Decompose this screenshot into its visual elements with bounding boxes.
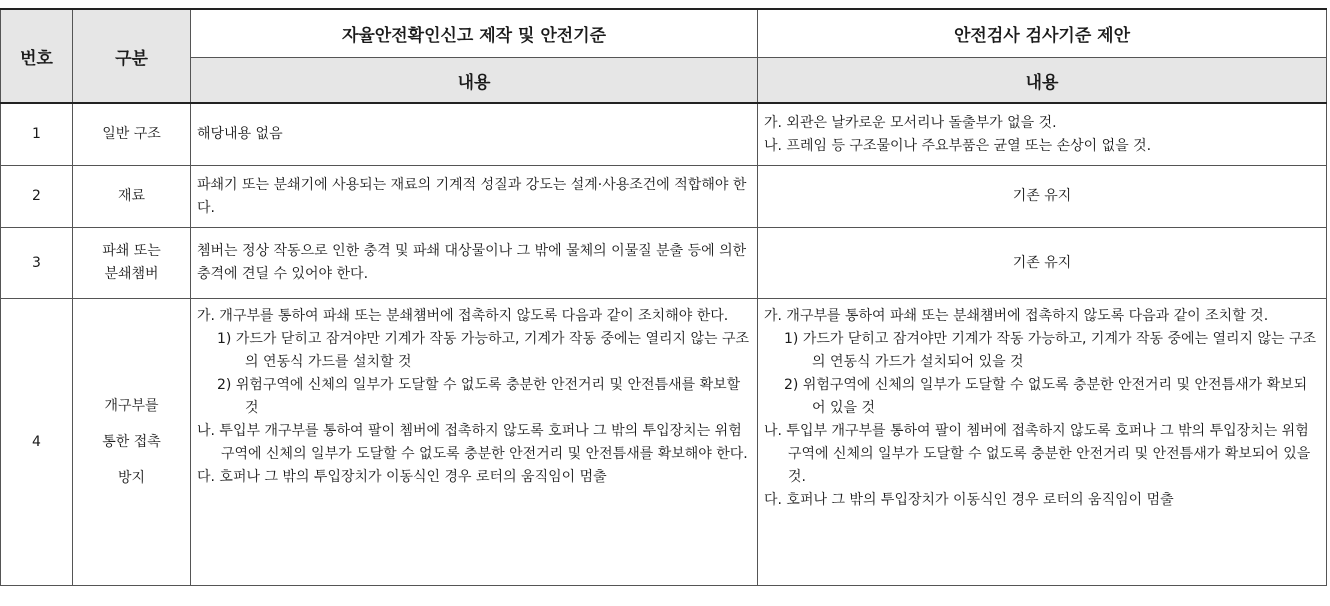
subheader-content-a: 내용 <box>191 58 758 104</box>
content-item: 파쇄기 또는 분쇄기에 사용되는 재료의 기계적 성질과 강도는 설계·사용조건에 적합해야 한다. <box>197 176 747 216</box>
category-line: 분쇄챔버 <box>104 266 159 282</box>
content-subitem: 1) 가드가 닫히고 잠겨야만 기계가 작동 가능하고, 기계가 작동 중에는 열리지 않는 구조의 연동식 가드가 설치되어 있을 것 <box>784 331 1317 370</box>
row-number: 2 <box>1 166 73 228</box>
row-category <box>73 166 191 228</box>
header-inspection-standard: 안전검사 검사기준 제안 <box>758 9 1327 58</box>
content-subitem: 2) 위험구역에 신체의 일부가 도달할 수 없도록 충분한 안전거리 및 안전틈새가 확보되어 있을 것 <box>784 377 1308 416</box>
header-self-safety-standard: 자율안전확인신고 제작 및 안전기준 <box>191 9 758 58</box>
table-row <box>1 299 1327 586</box>
content-item: 쳄버는 정상 작동으로 인한 충격 및 파쇄 대상물이나 그 밖에 물체의 이물질 분출 등에 의한 충격에 견딜 수 있어야 한다. <box>197 243 747 282</box>
table-row <box>1 166 1327 228</box>
row-category <box>73 299 191 586</box>
content-subitem: 1) 가드가 닫히고 잠겨야만 기계가 작동 가능하고, 기계가 작동 중에는 열리지 않는 구조의 연동식 가드를 설치할 것 <box>217 331 750 370</box>
content-item: 가. 개구부를 통하여 파쇄 또는 분쇄첌버에 접촉하지 않도록 다음과 같이 조치해야 한다. <box>197 308 729 324</box>
content-item: 나. 투입부 개구부를 통하여 팔이 쳄버에 접촉하지 않도록 호퍼나 그 밖의 투입장치는 위험구역에 신체의 일부가 도달할 수 없도록 충분한 안전거리 및 안전틈새를 확보해야 한다. <box>197 423 748 462</box>
row-content-b <box>758 228 1327 299</box>
table-body <box>1 103 1327 586</box>
content-subitem: 2) 위험구역에 신체의 일부가 도달할 수 없도록 충분한 안전거리 및 안전틈새를 확보할 것 <box>217 377 741 416</box>
header-number: 번호 <box>1 9 73 103</box>
content-item: 가. 외관은 날카로운 모서리나 돌출부가 없을 것. <box>764 114 1057 131</box>
category-line: 일반 구조 <box>102 126 161 142</box>
row-content-a <box>191 166 758 228</box>
table-header <box>1 9 1327 103</box>
table-row <box>1 103 1327 166</box>
content-item: 해당내용 없음 <box>197 126 283 142</box>
category-line: 개구부를 <box>104 398 159 414</box>
row-number: 3 <box>1 228 73 299</box>
header-category: 구분 <box>73 9 191 103</box>
row-content-a <box>191 228 758 299</box>
row-content-b <box>758 299 1327 586</box>
table-row <box>1 228 1327 299</box>
category-line: 재료 <box>117 188 146 204</box>
row-content-a <box>191 103 758 166</box>
subheader-content-b: 내용 <box>758 58 1327 104</box>
row-number: 1 <box>1 103 73 166</box>
row-content-b <box>758 103 1327 166</box>
content-item: 기존 유지 <box>1012 254 1072 271</box>
content-item: 나. 투입부 개구부를 통하여 팔이 쳄버에 접촉하지 않도록 호퍼나 그 밖의 투입장치는 위험구역에 신체의 일부가 도달할 수 없도록 충분한 안전거리 및 안전틈새가 확보되어 있을 것. <box>764 423 1311 485</box>
content-item: 기존 유지 <box>1012 188 1072 204</box>
category-line: 방지 <box>117 470 146 486</box>
content-item: 다. 호퍼나 그 밖의 투입장치가 이동식인 경우 로터의 움직임이 멈출 <box>197 469 607 485</box>
content-item: 가. 개구부를 통하여 파쇄 또는 분쇄첌버에 접촉하지 않도록 다음과 같이 조치할 것. <box>764 308 1269 324</box>
category-line: 파쇄 또는 <box>102 243 161 259</box>
row-content-b <box>758 166 1327 228</box>
row-number: 4 <box>1 299 73 586</box>
comparison-table <box>0 8 1327 586</box>
category-line: 통한 접촉 <box>102 434 161 450</box>
row-category <box>73 228 191 299</box>
row-category <box>73 103 191 166</box>
row-content-a <box>191 299 758 586</box>
content-item: 다. 호퍼나 그 밖의 투입장치가 이동식인 경우 로터의 움직임이 멈출 <box>764 492 1174 508</box>
content-item: 나. 프레임 등 구조물이나 주요부품은 균열 또는 손상이 없을 것. <box>764 137 1152 154</box>
